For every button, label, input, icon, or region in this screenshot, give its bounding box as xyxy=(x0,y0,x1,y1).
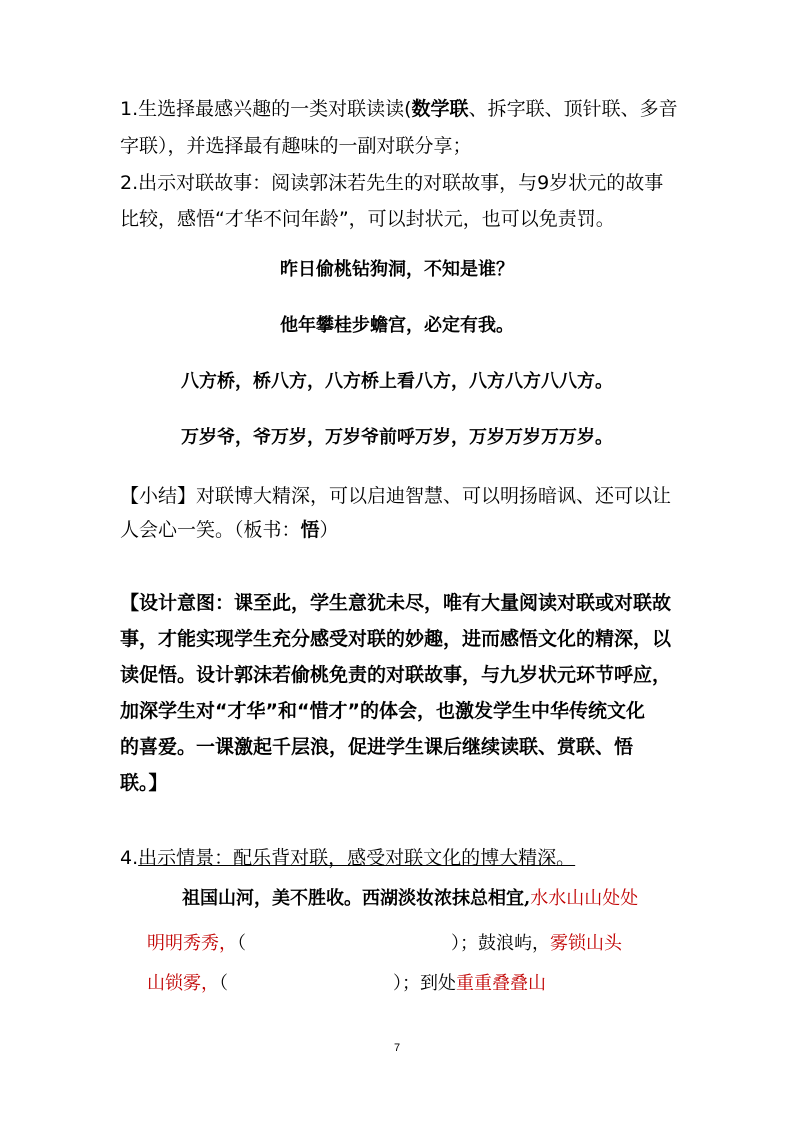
scene-red-4: 山锁雾， xyxy=(147,973,219,994)
couplet-line-1: 昨日偷桃钻狗洞，不知是谁？ xyxy=(280,259,514,280)
design-intent-line-1: 【设计意图：课至此，学生意犹未尽，唯有大量阅读对联或对联故 xyxy=(120,592,672,614)
couplet-line-4: 万岁爷，爷万岁，万岁爷前呼万岁，万岁万岁万万岁。 xyxy=(181,427,613,448)
design-intent-line-4: 加深学生对“才华”和“惜才”的体会，也激发学生中华传统文化 xyxy=(120,700,645,722)
step1-line2: 字联），并选择最有趣味的一副对联分享； xyxy=(120,135,472,157)
scene-line-1 xyxy=(182,886,638,912)
board-note: 悟 xyxy=(300,519,320,541)
step4-line xyxy=(120,845,575,871)
page-number: 7 xyxy=(393,1042,401,1054)
summary-text: 对联博大精深，可以启迪智慧、可以明扬暗讽、还可以让 xyxy=(196,485,672,507)
design-intent-line-2: 事，才能实现学生充分感受对联的妙趣，进而感悟文化的精深，以 xyxy=(120,628,672,650)
design-intent-line-5: 的喜爱。一课激起千层浪，促进学生课后继续读联、赏联、悟 xyxy=(120,736,634,758)
summary-line1 xyxy=(120,483,671,509)
scene-red-3: 雾锁山头 xyxy=(550,933,622,954)
scene-line-2 xyxy=(147,931,622,957)
step1-bold-term: 数学联 xyxy=(411,98,469,120)
step4-number: 4. xyxy=(120,847,139,869)
scene-line-3 xyxy=(147,971,546,997)
blank-1-close: ）；鼓浪屿， xyxy=(451,933,550,954)
blank-1-open: （ xyxy=(237,933,246,954)
step2-line1: 2.出示对联故事：阅读郭沫若先生的对联故事，与9岁状元的故事 xyxy=(120,172,664,194)
scene-intro: 祖国山河，美不胜收。西湖淡妆浓抹总相宜, xyxy=(182,888,531,909)
blank-2-close: ）；到处 xyxy=(393,973,456,994)
design-intent-line-3: 读促悟。设计郭沫若偷桃免责的对联故事，与九岁状元环节呼应， xyxy=(120,664,672,686)
couplet-line-3: 八方桥，桥八方，八方桥上看八方，八方八方八八方。 xyxy=(181,371,613,392)
scene-red-2: 明明秀秀， xyxy=(147,933,237,954)
summary-line2 xyxy=(120,517,339,543)
step4-text: 出示情景：配乐背对联，感受对联文化的博大精深。 xyxy=(138,847,576,869)
summary-tag: 【小结】 xyxy=(120,485,197,507)
step1-line1 xyxy=(120,96,678,122)
summary-line2-prefix: 人会心一笑。（板书： xyxy=(120,519,301,541)
step1-suffix: 、拆字联、顶针联、多音 xyxy=(468,98,678,120)
scene-red-5: 重重叠叠山 xyxy=(456,973,546,994)
summary-line2-suffix: ） xyxy=(319,519,339,541)
step1-prefix: 1.生选择最感兴趣的一类对联读读( xyxy=(120,98,412,120)
step2-line2: 比较，感悟“才华不问年龄”，可以封状元，也可以免责罚。 xyxy=(120,208,615,230)
couplet-line-2: 他年攀桂步蟾宫，必定有我。 xyxy=(280,315,514,336)
design-intent-line-6: 联。】 xyxy=(120,772,168,794)
blank-2-open: （ xyxy=(219,973,228,994)
scene-red-1: 水水山山处处 xyxy=(530,888,639,909)
